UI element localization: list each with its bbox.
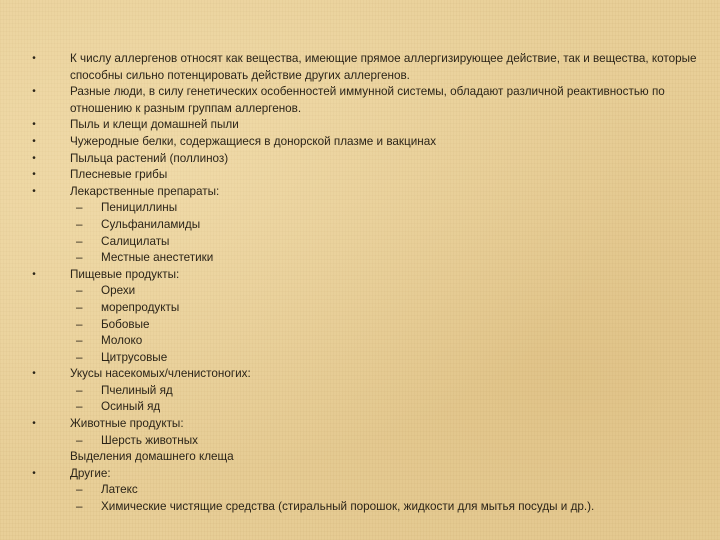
sub-item-text: Бобовые	[101, 317, 150, 331]
list-item	[30, 416, 700, 466]
bullet-icon: •	[32, 135, 36, 147]
bullet-icon: •	[32, 119, 36, 131]
sub-item-text: Химические чистящие средства (стиральный порошок, жидкости для мытья посуды и др.).	[101, 500, 595, 514]
sub-item-text: Латекс	[101, 483, 138, 497]
bullet-icon: •	[32, 53, 36, 64]
dash-icon: –	[76, 500, 83, 514]
list-item-text: Укусы насекомых/членистоногих:	[70, 367, 251, 381]
dash-icon: –	[76, 234, 83, 248]
sub-item-text: Салицилаты	[101, 234, 170, 248]
bullet-icon: •	[32, 418, 36, 430]
dash-icon: –	[76, 201, 83, 215]
sub-item-text: Шерсть животных	[101, 433, 198, 447]
dash-icon: –	[76, 383, 83, 397]
dash-icon: –	[76, 350, 83, 364]
list-item	[30, 51, 700, 84]
dash-icon: –	[76, 334, 83, 348]
list-item	[30, 117, 700, 134]
list-item-text: Лекарственные препараты:	[70, 184, 220, 198]
bullet-icon: •	[32, 368, 36, 380]
bullet-icon: •	[32, 185, 36, 197]
bullet-icon: •	[32, 152, 36, 164]
bullet-icon: •	[32, 169, 36, 181]
sub-item-text: Осиный яд	[101, 400, 161, 414]
dash-icon: –	[76, 400, 83, 414]
dash-icon: –	[76, 483, 83, 497]
sub-item	[70, 217, 700, 234]
dash-icon: –	[76, 251, 83, 265]
sub-item	[70, 433, 700, 450]
list-item	[30, 84, 700, 117]
list-item-text: Разные люди, в силу генетических особенностей иммунной системы, обладают различной реактивностью по отношению к разным группам аллергенов.	[70, 85, 665, 115]
dash-icon: –	[76, 300, 83, 314]
list-item	[30, 366, 700, 416]
sub-item-text: Пенициллины	[101, 201, 178, 215]
list-item-text: Пищевые продукты:	[70, 267, 180, 281]
list-item-text: Животные продукты:	[70, 417, 184, 431]
sub-item-text: Молоко	[101, 334, 143, 348]
sub-item	[70, 333, 700, 350]
sub-item-text: Орехи	[101, 284, 136, 298]
sub-item	[70, 499, 700, 516]
list-item	[30, 134, 700, 151]
list-item-text: Плесневые грибы	[70, 168, 168, 182]
sub-item-text: морепродукты	[101, 300, 180, 314]
sub-item-text: Местные анестетики	[101, 251, 214, 265]
dash-icon: –	[76, 217, 83, 231]
list-item-text: К числу аллергенов относят как вещества, имеющие прямое аллергизирующее действие, так и вещества, которые способны сильно потенцировать действие других аллергенов.	[70, 52, 697, 82]
sub-item	[70, 283, 700, 300]
sub-item	[70, 383, 700, 400]
sub-item	[70, 482, 700, 499]
sub-item	[70, 200, 700, 217]
sub-item	[70, 317, 700, 334]
list-item-text: Другие:	[70, 466, 111, 480]
sub-item-text: Пчелиный яд	[101, 383, 173, 397]
bullet-icon: •	[32, 86, 36, 98]
bullet-icon: •	[32, 467, 36, 479]
sub-item-text: Сульфаниламиды	[101, 217, 201, 231]
sub-item-text: Цитрусовые	[101, 350, 168, 364]
dash-icon: –	[76, 317, 83, 331]
list-item	[30, 184, 700, 267]
sub-item	[70, 234, 700, 251]
list-item	[30, 167, 700, 184]
list-item-continuation: Выделения домашнего клеща	[70, 450, 234, 464]
list-item-text: Чужеродные белки, содержащиеся в донорской плазме и вакцинах	[70, 134, 437, 148]
sub-item	[70, 350, 700, 367]
dash-icon: –	[76, 433, 83, 447]
dash-icon: –	[76, 284, 83, 298]
list-item	[30, 151, 700, 168]
sub-item	[70, 300, 700, 317]
sub-item	[70, 399, 700, 416]
allergen-list	[30, 51, 700, 516]
list-item	[30, 267, 700, 367]
list-item	[30, 466, 700, 516]
sub-item	[70, 250, 700, 267]
list-item-text: Пыль и клещи домашней пыли	[70, 118, 239, 132]
bullet-icon: •	[32, 268, 36, 280]
list-item-text: Пыльца растений (поллиноз)	[70, 151, 229, 165]
